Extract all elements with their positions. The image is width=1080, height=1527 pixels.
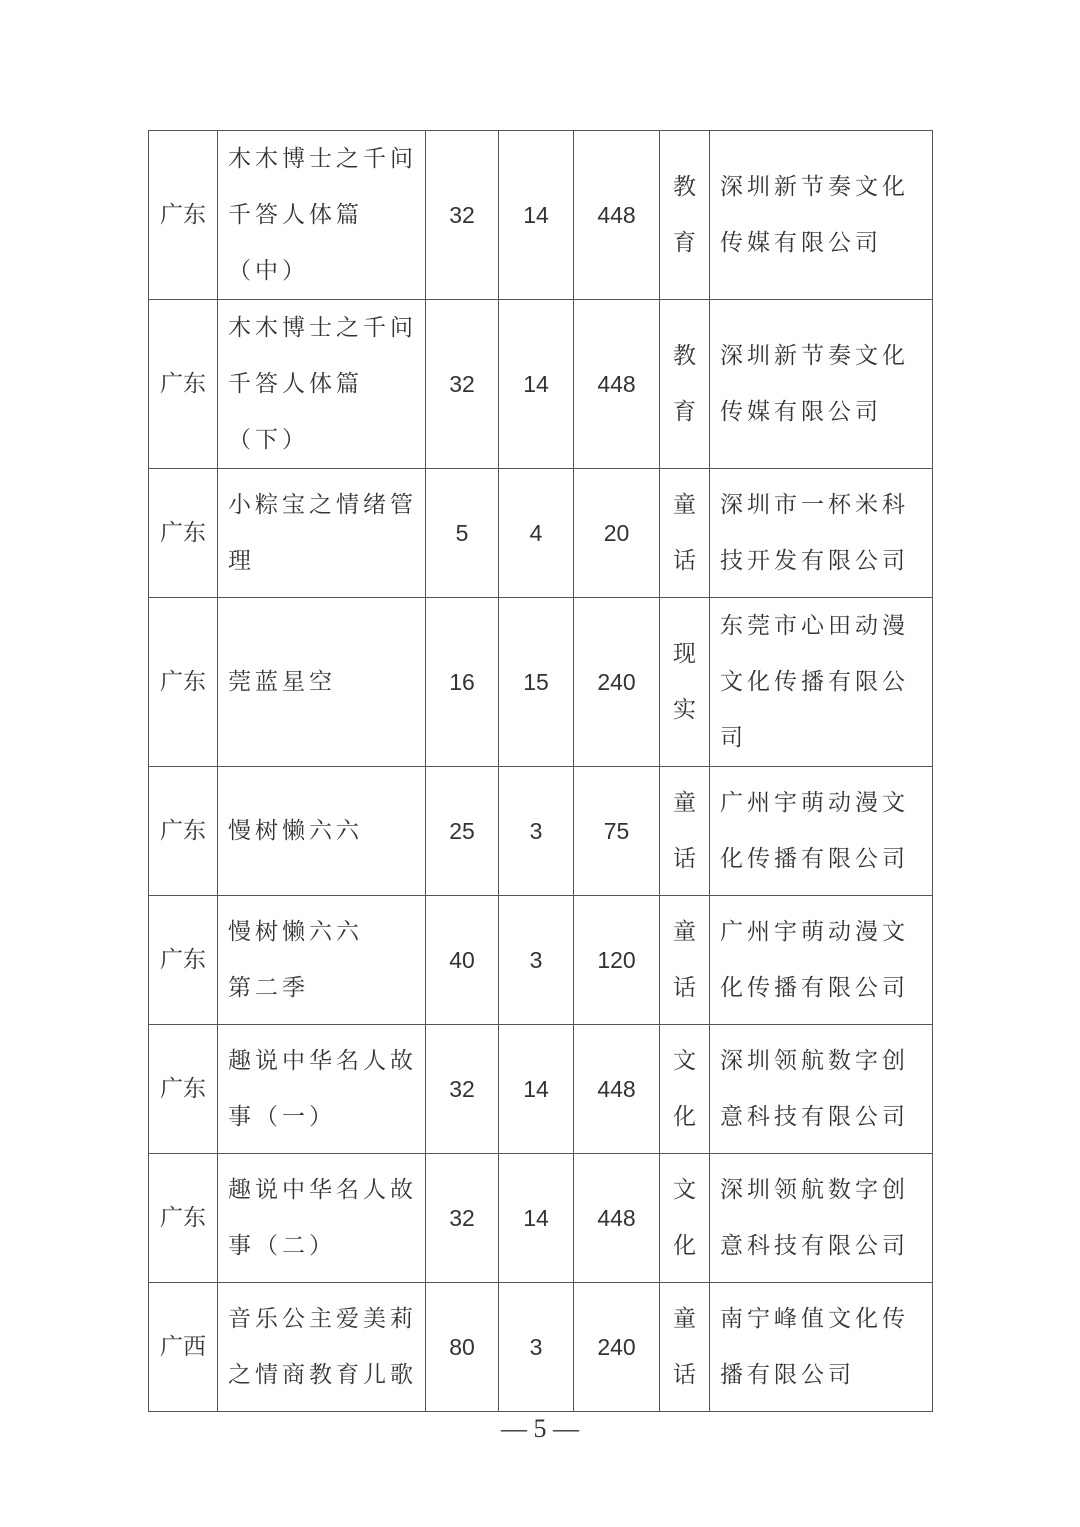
data-table — [148, 130, 933, 1412]
minutes-cell-text: 14 — [523, 1205, 549, 1231]
minutes-cell-text: 14 — [523, 202, 549, 228]
page-number: — 5 — — [501, 1414, 579, 1443]
total-minutes-cell — [574, 896, 660, 1025]
total-minutes-cell — [574, 1283, 660, 1412]
episodes-cell — [426, 1154, 499, 1283]
company-cell — [710, 1283, 933, 1412]
region-cell-text: 广东 — [160, 947, 206, 973]
region-cell-text: 广东 — [160, 1076, 206, 1102]
company-cell-text: 深圳领航数字创意科技有限公司 — [720, 1048, 909, 1130]
genre-cell — [660, 1154, 710, 1283]
title-cell — [218, 131, 426, 300]
genre-cell — [660, 767, 710, 896]
region-cell-text: 广东 — [160, 669, 206, 695]
total-minutes-cell-text: 240 — [597, 669, 636, 695]
table-row — [149, 300, 933, 469]
company-cell — [710, 1154, 933, 1283]
episodes-cell — [426, 1025, 499, 1154]
genre-cell — [660, 598, 710, 767]
total-minutes-cell — [574, 131, 660, 300]
genre-cell — [660, 1025, 710, 1154]
episodes-cell — [426, 131, 499, 300]
minutes-cell-text: 15 — [523, 669, 549, 695]
table-row — [149, 896, 933, 1025]
minutes-cell-text: 3 — [529, 947, 543, 973]
title-cell — [218, 1283, 426, 1412]
minutes-cell — [499, 1025, 574, 1154]
total-minutes-cell — [574, 300, 660, 469]
table-row — [149, 469, 933, 598]
total-minutes-cell-text: 448 — [597, 1205, 636, 1231]
region-cell-text: 广东 — [160, 1205, 206, 1231]
minutes-cell — [499, 598, 574, 767]
title-cell — [218, 598, 426, 767]
genre-cell — [660, 1283, 710, 1412]
company-cell — [710, 300, 933, 469]
region-cell — [149, 300, 218, 469]
table-row — [149, 131, 933, 300]
total-minutes-cell — [574, 1154, 660, 1283]
episodes-cell — [426, 300, 499, 469]
genre-cell — [660, 300, 710, 469]
episodes-cell-text: 32 — [449, 1205, 475, 1231]
minutes-cell-text: 3 — [529, 1334, 543, 1360]
total-minutes-cell-text: 20 — [603, 520, 630, 546]
table-body — [149, 131, 933, 1412]
total-minutes-cell-text: 120 — [597, 947, 636, 973]
table-row — [149, 767, 933, 896]
region-cell — [149, 1025, 218, 1154]
title-cell-text: 小粽宝之情绪管理 — [228, 492, 417, 574]
genre-cell-text: 文 化 — [673, 1048, 696, 1130]
title-cell-text: 木木博士之千问千答人体篇（下） — [228, 315, 417, 453]
episodes-cell-text: 25 — [449, 818, 475, 844]
company-cell-text: 深圳新节奏文化传媒有限公司 — [720, 343, 909, 425]
title-cell — [218, 896, 426, 1025]
title-cell-text: 木木博士之千问千答人体篇（中） — [228, 146, 417, 284]
region-cell — [149, 1154, 218, 1283]
genre-cell-text: 现 实 — [673, 641, 696, 723]
title-cell — [218, 1025, 426, 1154]
episodes-cell-text: 5 — [455, 520, 469, 546]
region-cell — [149, 598, 218, 767]
minutes-cell — [499, 1283, 574, 1412]
episodes-cell — [426, 1283, 499, 1412]
company-cell — [710, 469, 933, 598]
company-cell-text: 南宁峰值文化传播有限公司 — [720, 1306, 909, 1388]
company-cell-text: 深圳市一杯米科技开发有限公司 — [720, 492, 909, 574]
minutes-cell-text: 14 — [523, 1076, 549, 1102]
episodes-cell-text: 32 — [449, 371, 475, 397]
total-minutes-cell — [574, 469, 660, 598]
total-minutes-cell-text: 448 — [597, 371, 636, 397]
minutes-cell — [499, 767, 574, 896]
minutes-cell-text: 4 — [529, 520, 543, 546]
title-cell-text: 音乐公主爱美莉之情商教育儿歌 — [228, 1306, 417, 1388]
company-cell — [710, 131, 933, 300]
region-cell — [149, 131, 218, 300]
company-cell — [710, 598, 933, 767]
total-minutes-cell-text: 448 — [597, 202, 636, 228]
genre-cell-text: 教 育 — [673, 174, 696, 256]
company-cell — [710, 896, 933, 1025]
episodes-cell-text: 80 — [449, 1334, 475, 1360]
minutes-cell — [499, 896, 574, 1025]
company-cell-text: 深圳新节奏文化传媒有限公司 — [720, 174, 909, 256]
company-cell-text: 深圳领航数字创意科技有限公司 — [720, 1177, 909, 1259]
title-cell — [218, 300, 426, 469]
total-minutes-cell-text: 75 — [603, 818, 630, 844]
region-cell-text: 广东 — [160, 520, 206, 546]
table-row — [149, 1154, 933, 1283]
episodes-cell-text: 32 — [449, 202, 475, 228]
region-cell — [149, 767, 218, 896]
minutes-cell-text: 3 — [529, 818, 543, 844]
genre-cell-text: 童 话 — [673, 492, 696, 574]
region-cell — [149, 896, 218, 1025]
title-cell-text: 慢树懒六六 第二季 — [228, 919, 363, 1001]
company-cell — [710, 767, 933, 896]
genre-cell-text: 童 话 — [673, 1306, 696, 1388]
company-cell — [710, 1025, 933, 1154]
episodes-cell — [426, 469, 499, 598]
genre-cell-text: 童 话 — [673, 790, 696, 872]
region-cell-text: 广东 — [160, 202, 206, 228]
region-cell — [149, 469, 218, 598]
minutes-cell-text: 14 — [523, 371, 549, 397]
total-minutes-cell — [574, 598, 660, 767]
table-row — [149, 1283, 933, 1412]
minutes-cell — [499, 469, 574, 598]
episodes-cell-text: 40 — [449, 947, 475, 973]
total-minutes-cell — [574, 767, 660, 896]
genre-cell-text: 文 化 — [673, 1177, 696, 1259]
company-cell-text: 广州宇萌动漫文化传播有限公司 — [720, 919, 909, 1001]
table-row — [149, 598, 933, 767]
region-cell — [149, 1283, 218, 1412]
region-cell-text: 广西 — [160, 1334, 206, 1360]
title-cell-text: 趣说中华名人故事（一） — [228, 1048, 417, 1130]
minutes-cell — [499, 300, 574, 469]
title-cell — [218, 1154, 426, 1283]
title-cell-text: 趣说中华名人故事（二） — [228, 1177, 417, 1259]
region-cell-text: 广东 — [160, 818, 206, 844]
title-cell-text: 莞蓝星空 — [228, 669, 336, 695]
title-cell — [218, 469, 426, 598]
genre-cell — [660, 131, 710, 300]
minutes-cell — [499, 131, 574, 300]
table-row — [149, 1025, 933, 1154]
episodes-cell-text: 32 — [449, 1076, 475, 1102]
episodes-cell — [426, 598, 499, 767]
title-cell-text: 慢树懒六六 — [228, 818, 363, 844]
genre-cell — [660, 469, 710, 598]
genre-cell-text: 童 话 — [673, 919, 696, 1001]
genre-cell-text: 教 育 — [673, 343, 696, 425]
region-cell-text: 广东 — [160, 371, 206, 397]
title-cell — [218, 767, 426, 896]
total-minutes-cell-text: 448 — [597, 1076, 636, 1102]
genre-cell — [660, 896, 710, 1025]
company-cell-text: 东莞市心田动漫文化传播有限公司 — [720, 613, 909, 751]
total-minutes-cell-text: 240 — [597, 1334, 636, 1360]
company-cell-text: 广州宇萌动漫文化传播有限公司 — [720, 790, 909, 872]
episodes-cell-text: 16 — [449, 669, 475, 695]
minutes-cell — [499, 1154, 574, 1283]
episodes-cell — [426, 896, 499, 1025]
total-minutes-cell — [574, 1025, 660, 1154]
episodes-cell — [426, 767, 499, 896]
